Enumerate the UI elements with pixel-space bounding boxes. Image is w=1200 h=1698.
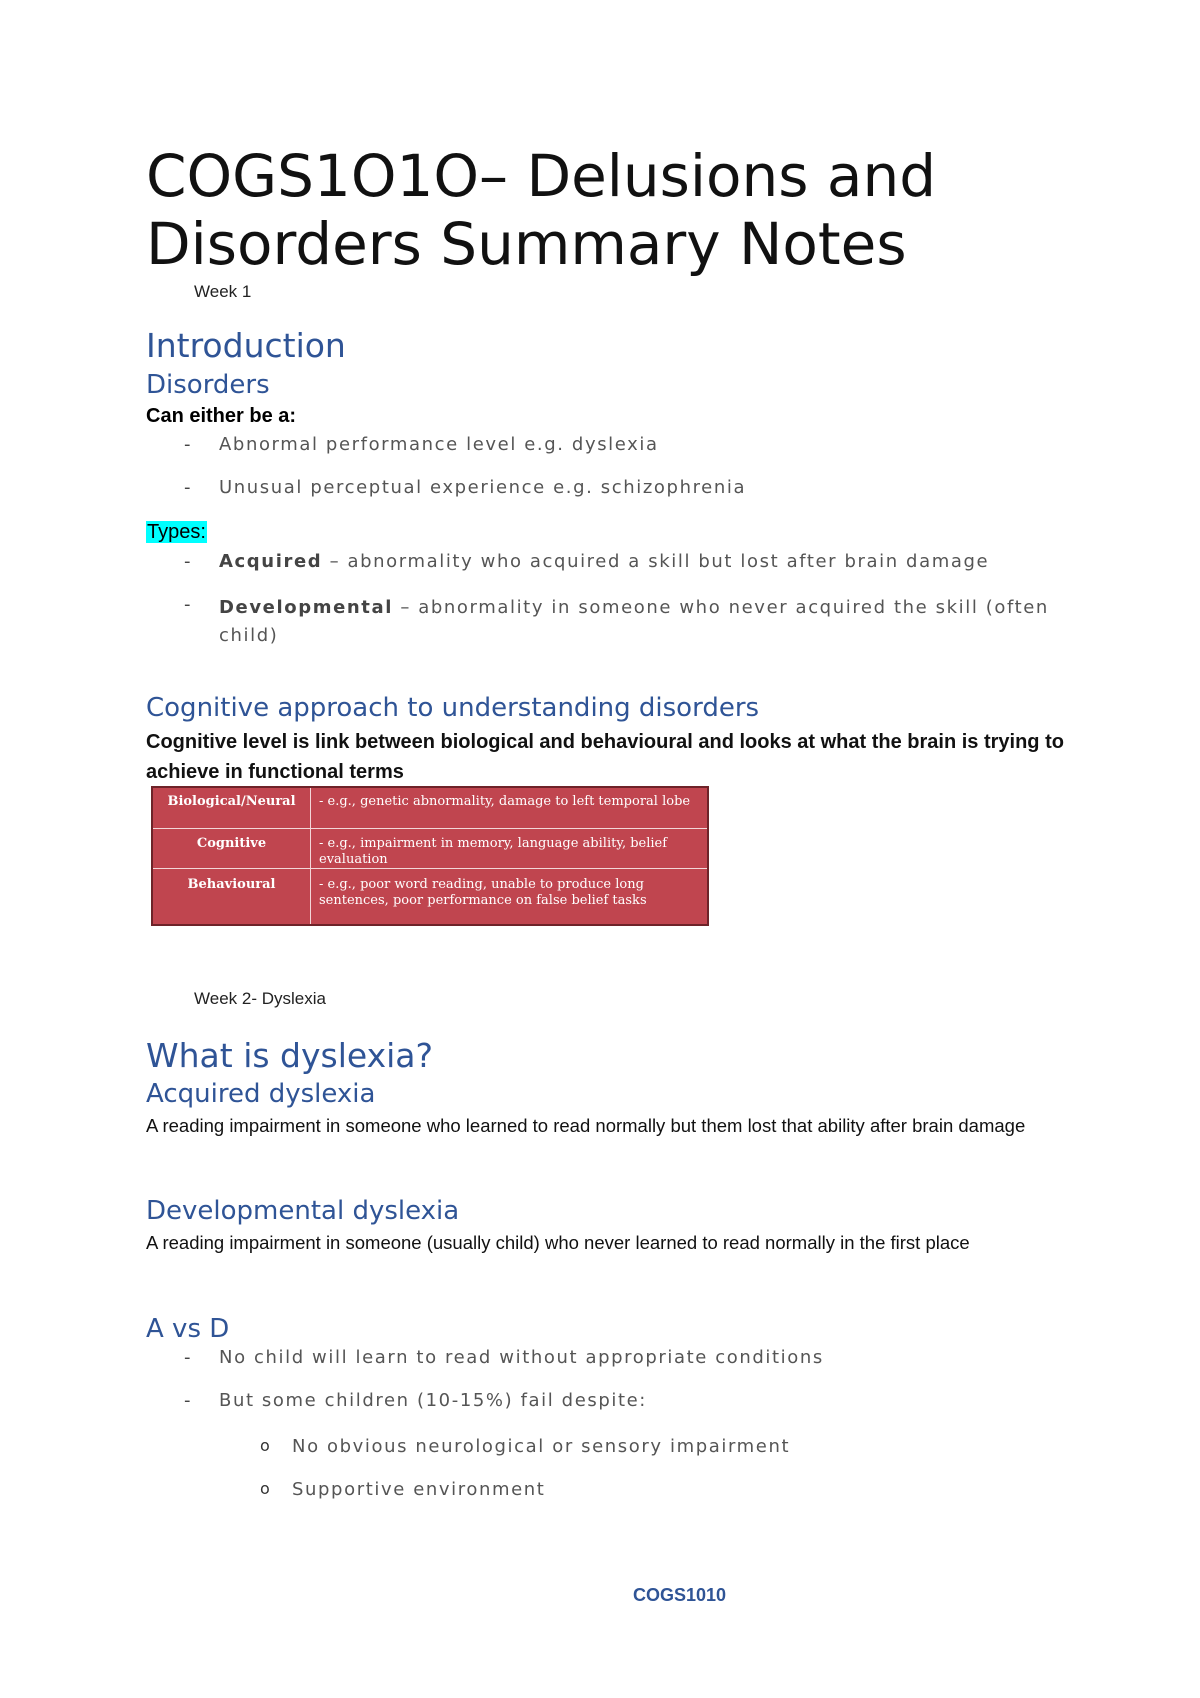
- dash-bullet-icon: -: [184, 1390, 191, 1411]
- table-divider: [310, 788, 311, 924]
- bullet-text: Unusual perceptual experience e.g. schizophrenia: [219, 477, 747, 498]
- types-label: Types:: [147, 521, 206, 543]
- types-label-wrap: [146, 521, 207, 544]
- list-item: [184, 1347, 1064, 1375]
- term-description: – abnormality in someone who never acquired the skill (often child): [219, 597, 1049, 646]
- disorders-heading: Disorders: [146, 370, 270, 400]
- table-row-label: Biological/Neural: [167, 794, 296, 809]
- list-item: [184, 434, 1064, 462]
- table-row-desc: - e.g., impairment in memory, language ability, belief evaluation: [319, 836, 668, 867]
- week-2-label: Week 2- Dyslexia: [194, 989, 326, 1008]
- table-row-desc: - e.g., poor word reading, unable to produce long sentences, poor performance on false belief tasks: [319, 877, 647, 908]
- a-vs-d-heading: A vs D: [146, 1314, 230, 1344]
- dash-bullet-icon: -: [184, 1347, 191, 1368]
- cognitive-lead: Cognitive level is link between biological and behavioural and looks at what the brain is trying to achieve in functional terms: [146, 731, 1064, 783]
- introduction-heading: Introduction: [146, 326, 346, 365]
- table-row: [153, 869, 707, 924]
- list-item: [260, 1479, 1060, 1507]
- bullet-text: [219, 551, 989, 572]
- dash-bullet-icon: -: [184, 477, 191, 498]
- dash-bullet-icon: -: [184, 594, 191, 615]
- term: Acquired: [219, 551, 323, 572]
- dash-bullet-icon: -: [184, 434, 191, 455]
- page-title: COGS1O1O– Delusions and Disorders Summary Notes: [146, 142, 937, 278]
- list-item: [184, 594, 1064, 650]
- cognitive-levels-table: [151, 786, 709, 926]
- bullet-text: But some children (10-15%) fail despite:: [219, 1390, 647, 1411]
- list-item: [184, 551, 1064, 579]
- bullet-text: No obvious neurological or sensory impairment: [292, 1436, 791, 1457]
- table-row-label: Cognitive: [196, 836, 267, 851]
- acquired-dyslexia-text: A reading impairment in someone who learned to read normally but them lost that ability after brain damage: [146, 1115, 1026, 1136]
- bullet-text: Supportive environment: [292, 1479, 546, 1500]
- dash-bullet-icon: -: [184, 551, 191, 572]
- developmental-dyslexia-text: A reading impairment in someone (usually child) who never learned to read normally in the first place: [146, 1232, 970, 1253]
- term-description: – abnormality who acquired a skill but lost after brain damage: [322, 551, 990, 572]
- bullet-text: Abnormal performance level e.g. dyslexia: [219, 434, 659, 455]
- acquired-dyslexia-heading: Acquired dyslexia: [146, 1079, 376, 1109]
- bullet-text: No child will learn to read without appropriate conditions: [219, 1347, 824, 1368]
- dyslexia-heading: What is dyslexia?: [146, 1036, 434, 1075]
- week-1-label: Week 1: [194, 282, 252, 301]
- table-row-desc: - e.g., genetic abnormality, damage to left temporal lobe: [319, 794, 691, 809]
- list-item: [184, 1390, 1064, 1418]
- circle-bullet-icon: o: [260, 1479, 270, 1498]
- term: Developmental: [219, 597, 394, 618]
- circle-bullet-icon: o: [260, 1436, 270, 1455]
- page-footer: COGS1010: [633, 1585, 727, 1605]
- table-row-label: Behavioural: [187, 877, 276, 892]
- cognitive-heading: Cognitive approach to understanding disorders: [146, 693, 760, 723]
- developmental-dyslexia-heading: Developmental dyslexia: [146, 1196, 460, 1226]
- table-row: [153, 788, 707, 829]
- list-item: [260, 1436, 1060, 1464]
- table-row: [153, 828, 707, 869]
- bullet-text: [219, 594, 1059, 650]
- list-item: [184, 477, 1064, 505]
- disorders-lead: Can either be a:: [146, 405, 297, 427]
